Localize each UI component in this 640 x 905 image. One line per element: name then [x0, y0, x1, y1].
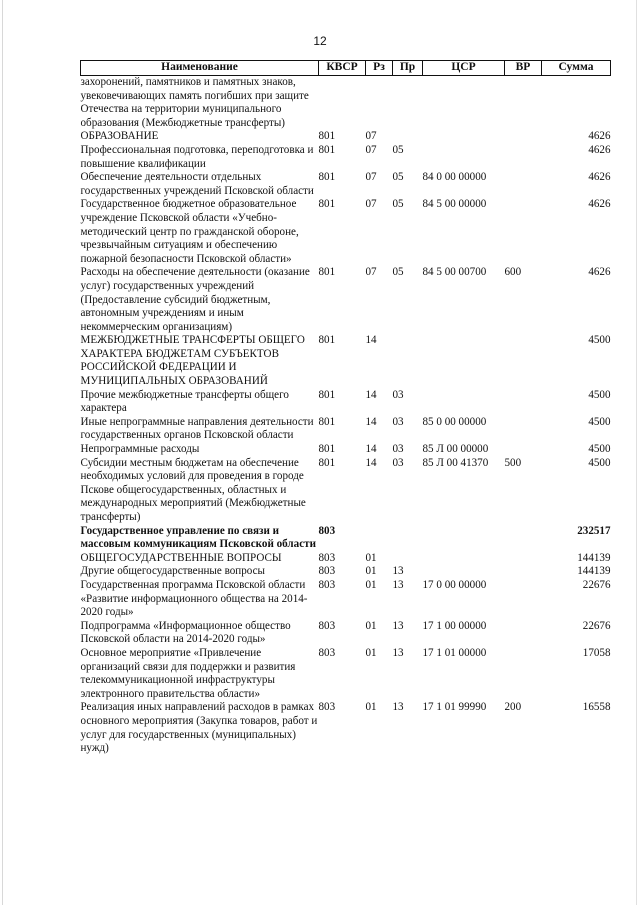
csr-cell: 17 0 00 00000 — [422, 578, 487, 591]
pr-cell: 05 — [392, 143, 404, 156]
sum-cell — [542, 76, 611, 131]
table-row — [81, 171, 611, 198]
csr-cell: 84 5 00 00700 — [422, 266, 487, 279]
sum-cell: 22676 — [582, 619, 611, 632]
table-row — [81, 76, 611, 131]
header-name: Наименование — [81, 61, 319, 76]
rz-cell: 07 — [365, 143, 377, 156]
sum-cell: 4500 — [588, 443, 611, 456]
kvsr-cell: 801 — [318, 388, 336, 401]
kvsr-cell: 801 — [318, 266, 336, 279]
csr-cell: 85 0 00 00000 — [422, 415, 487, 428]
pr-cell: 13 — [392, 646, 404, 659]
table-row — [81, 334, 611, 388]
kvsr-cell: 801 — [318, 198, 336, 211]
sum-cell: 17058 — [582, 646, 611, 659]
kvsr-cell: 803 — [318, 565, 336, 578]
kvsr-cell: 801 — [318, 143, 336, 156]
pr-cell: 05 — [392, 266, 404, 279]
pr-cell: 13 — [392, 701, 404, 714]
vr-cell — [505, 76, 542, 131]
sum-cell: 4626 — [588, 266, 611, 279]
name-cell: Обеспечение деятельности отдельных государственных учреждений Псковской области — [80, 171, 314, 197]
sum-cell: 232517 — [577, 524, 611, 537]
table-row — [81, 144, 611, 171]
csr-cell: 17 1 00 00000 — [422, 619, 487, 632]
kvsr-cell: 803 — [318, 619, 336, 632]
vr-cell — [505, 443, 542, 457]
vr-cell: 600 — [504, 266, 522, 279]
pr-cell: 05 — [392, 171, 404, 184]
header-pr: Пр — [393, 61, 423, 76]
csr-cell: 85 Л 00 41370 — [422, 456, 489, 469]
pr-cell: 05 — [392, 198, 404, 211]
header-kvsr: КВСР — [319, 61, 366, 76]
sum-cell: 4626 — [588, 198, 611, 211]
table-row — [81, 443, 611, 457]
table-row — [81, 552, 611, 566]
csr-cell — [423, 130, 505, 144]
vr-cell — [505, 647, 542, 701]
rz-cell: 14 — [365, 415, 377, 428]
pr-cell — [393, 525, 423, 552]
kvsr-cell: 803 — [318, 701, 336, 714]
rz-cell: 01 — [365, 578, 377, 591]
kvsr-cell: 803 — [318, 524, 336, 537]
name-cell: Другие общегосударственные вопросы — [80, 565, 265, 578]
kvsr-cell: 803 — [318, 578, 336, 591]
rz-cell: 01 — [365, 565, 377, 578]
csr-cell — [423, 525, 505, 552]
pr-cell — [393, 334, 423, 388]
table-row — [81, 620, 611, 647]
vr-cell — [505, 579, 542, 620]
rz-cell — [366, 525, 393, 552]
pr-cell: 03 — [392, 388, 404, 401]
pr-cell: 03 — [392, 456, 404, 469]
csr-cell — [423, 389, 505, 416]
name-cell: Государственное бюджетное образовательное учреждение Псковской области «Учебно-методический центр по гражданской обороне, чрезвычайным ситуациям и обеспечению пожарной безопасности Псковской области» — [80, 198, 299, 265]
csr-cell: 17 1 01 99990 — [422, 701, 487, 714]
pr-cell — [393, 552, 423, 566]
table-row — [81, 701, 611, 755]
vr-cell — [505, 552, 542, 566]
sum-cell: 4500 — [588, 456, 611, 469]
rz-cell — [366, 76, 393, 131]
pr-cell: 03 — [392, 443, 404, 456]
page-number: 12 — [313, 34, 327, 48]
name-cell: Основное мероприятие «Привлечение организаций связи для поддержки и развития телекоммуникационной инфраструктуры электронного правительства области» — [80, 646, 296, 700]
sum-cell: 4626 — [588, 130, 611, 143]
table-row — [81, 647, 611, 701]
name-cell: ОБЩЕГОСУДАРСТВЕННЫЕ ВОПРОСЫ — [80, 551, 282, 564]
rz-cell: 01 — [365, 551, 377, 564]
table-body — [81, 76, 611, 756]
sum-cell: 4626 — [588, 171, 611, 184]
table-row — [81, 198, 611, 266]
table-row — [81, 130, 611, 144]
vr-cell: 500 — [504, 456, 522, 469]
vr-cell — [505, 416, 542, 443]
table-row — [81, 579, 611, 620]
csr-cell — [423, 76, 505, 131]
header-csr: ЦСР — [423, 61, 505, 76]
table-row — [81, 565, 611, 579]
kvsr-cell: 801 — [318, 415, 336, 428]
kvsr-cell: 803 — [318, 646, 336, 659]
name-cell: МЕЖБЮДЖЕТНЫЕ ТРАНСФЕРТЫ ОБЩЕГО ХАРАКТЕРА БЮДЖЕТАМ СУБЪЕКТОВ РОССИЙСКОЙ ФЕДЕРАЦИИ И МУНИЦИПАЛЬНЫХ ОБРАЗОВАНИЙ — [80, 334, 305, 388]
name-cell: Прочие межбюджетные трансферты общего характера — [80, 388, 289, 415]
pr-cell: 13 — [392, 619, 404, 632]
vr-cell — [505, 198, 542, 266]
table-row — [81, 266, 611, 334]
table-header-row — [81, 61, 611, 76]
sum-cell: 144139 — [577, 551, 611, 564]
name-cell: Иные непрограммные направления деятельности государственных органов Псковской области — [80, 415, 314, 442]
header-vr: ВР — [505, 61, 542, 76]
name-cell: Непрограммные расходы — [80, 443, 200, 456]
kvsr-cell: 801 — [318, 443, 336, 456]
rz-cell: 07 — [365, 171, 377, 184]
rz-cell: 07 — [365, 266, 377, 279]
csr-cell: 85 Л 00 00000 — [422, 443, 489, 456]
table-row — [81, 457, 611, 525]
vr-cell — [505, 171, 542, 198]
rz-cell: 14 — [365, 334, 377, 347]
vr-cell — [505, 620, 542, 647]
rz-cell: 01 — [365, 646, 377, 659]
vr-cell: 200 — [504, 701, 522, 714]
rz-cell: 07 — [365, 130, 377, 143]
csr-cell — [423, 565, 505, 579]
csr-cell — [423, 552, 505, 566]
name-cell: Профессиональная подготовка, переподготовка и повышение квалификации — [80, 143, 314, 170]
vr-cell — [505, 389, 542, 416]
csr-cell: 84 5 00 00000 — [422, 198, 487, 211]
sum-cell: 4500 — [588, 388, 611, 401]
sum-cell: 144139 — [577, 565, 611, 578]
kvsr-cell: 801 — [318, 334, 336, 347]
table-row — [81, 416, 611, 443]
header-rz: Рз — [366, 61, 393, 76]
rz-cell: 01 — [365, 701, 377, 714]
vr-cell — [505, 334, 542, 388]
csr-cell: 17 1 01 00000 — [422, 646, 487, 659]
rz-cell: 07 — [365, 198, 377, 211]
rz-cell: 01 — [365, 619, 377, 632]
pr-cell: 13 — [392, 565, 404, 578]
sum-cell: 22676 — [582, 578, 611, 591]
name-cell: ОБРАЗОВАНИЕ — [80, 130, 159, 143]
vr-cell — [505, 565, 542, 579]
pr-cell: 03 — [392, 415, 404, 428]
sum-cell: 4500 — [588, 415, 611, 428]
sum-cell: 4626 — [588, 143, 611, 156]
kvsr-cell: 803 — [318, 551, 336, 564]
rz-cell: 14 — [365, 388, 377, 401]
rz-cell: 14 — [365, 443, 377, 456]
name-cell: Реализация иных направлений расходов в рамках основного мероприятия (Закупка товаров, работ и услуг для государственных (муниципальных) нужд) — [80, 701, 318, 755]
kvsr-cell: 801 — [318, 456, 336, 469]
pr-cell: 13 — [392, 578, 404, 591]
kvsr-cell: 801 — [318, 130, 336, 143]
header-sum: Сумма — [542, 61, 611, 76]
pr-cell — [393, 76, 423, 131]
kvsr-cell: 801 — [318, 171, 336, 184]
name-cell: Государственное управление по связи и массовым коммуникациям Псковской области — [80, 524, 316, 551]
pr-cell — [393, 130, 423, 144]
rz-cell: 14 — [365, 456, 377, 469]
table-row — [81, 389, 611, 416]
kvsr-cell — [319, 76, 366, 131]
vr-cell — [505, 130, 542, 144]
name-cell: Субсидии местным бюджетам на обеспечение необходимых условий для проведения в городе Пскове общегосударственных, областных и международных мероприятий (Межбюджетные трансферты) — [80, 456, 306, 523]
vr-cell — [505, 525, 542, 552]
name-cell: захоронений, памятников и памятных знаков, увековечивающих память погибших при защите Отечества на территории муниципального образования (Межбюджетные трансферты) — [80, 76, 309, 129]
csr-cell: 84 0 00 00000 — [422, 171, 487, 184]
budget-table — [80, 60, 611, 756]
vr-cell — [505, 144, 542, 171]
name-cell: Государственная программа Псковской области «Развитие информационного общества на 2014-2020 годы» — [80, 578, 308, 619]
table-row — [81, 525, 611, 552]
csr-cell — [423, 334, 505, 388]
sum-cell: 4500 — [588, 334, 611, 347]
name-cell: Подпрограмма «Информационное общество Псковской области на 2014-2020 годы» — [80, 619, 291, 646]
scan-edge-right — [636, 0, 637, 905]
scan-edge-left — [2, 0, 3, 905]
name-cell: Расходы на обеспечение деятельности (оказание услуг) государственных учреждений (Предоставление субсидий бюджетным, автономным учреждениям и иным некоммерческим организациям) — [80, 266, 310, 333]
csr-cell — [423, 144, 505, 171]
sum-cell: 16558 — [582, 701, 611, 714]
